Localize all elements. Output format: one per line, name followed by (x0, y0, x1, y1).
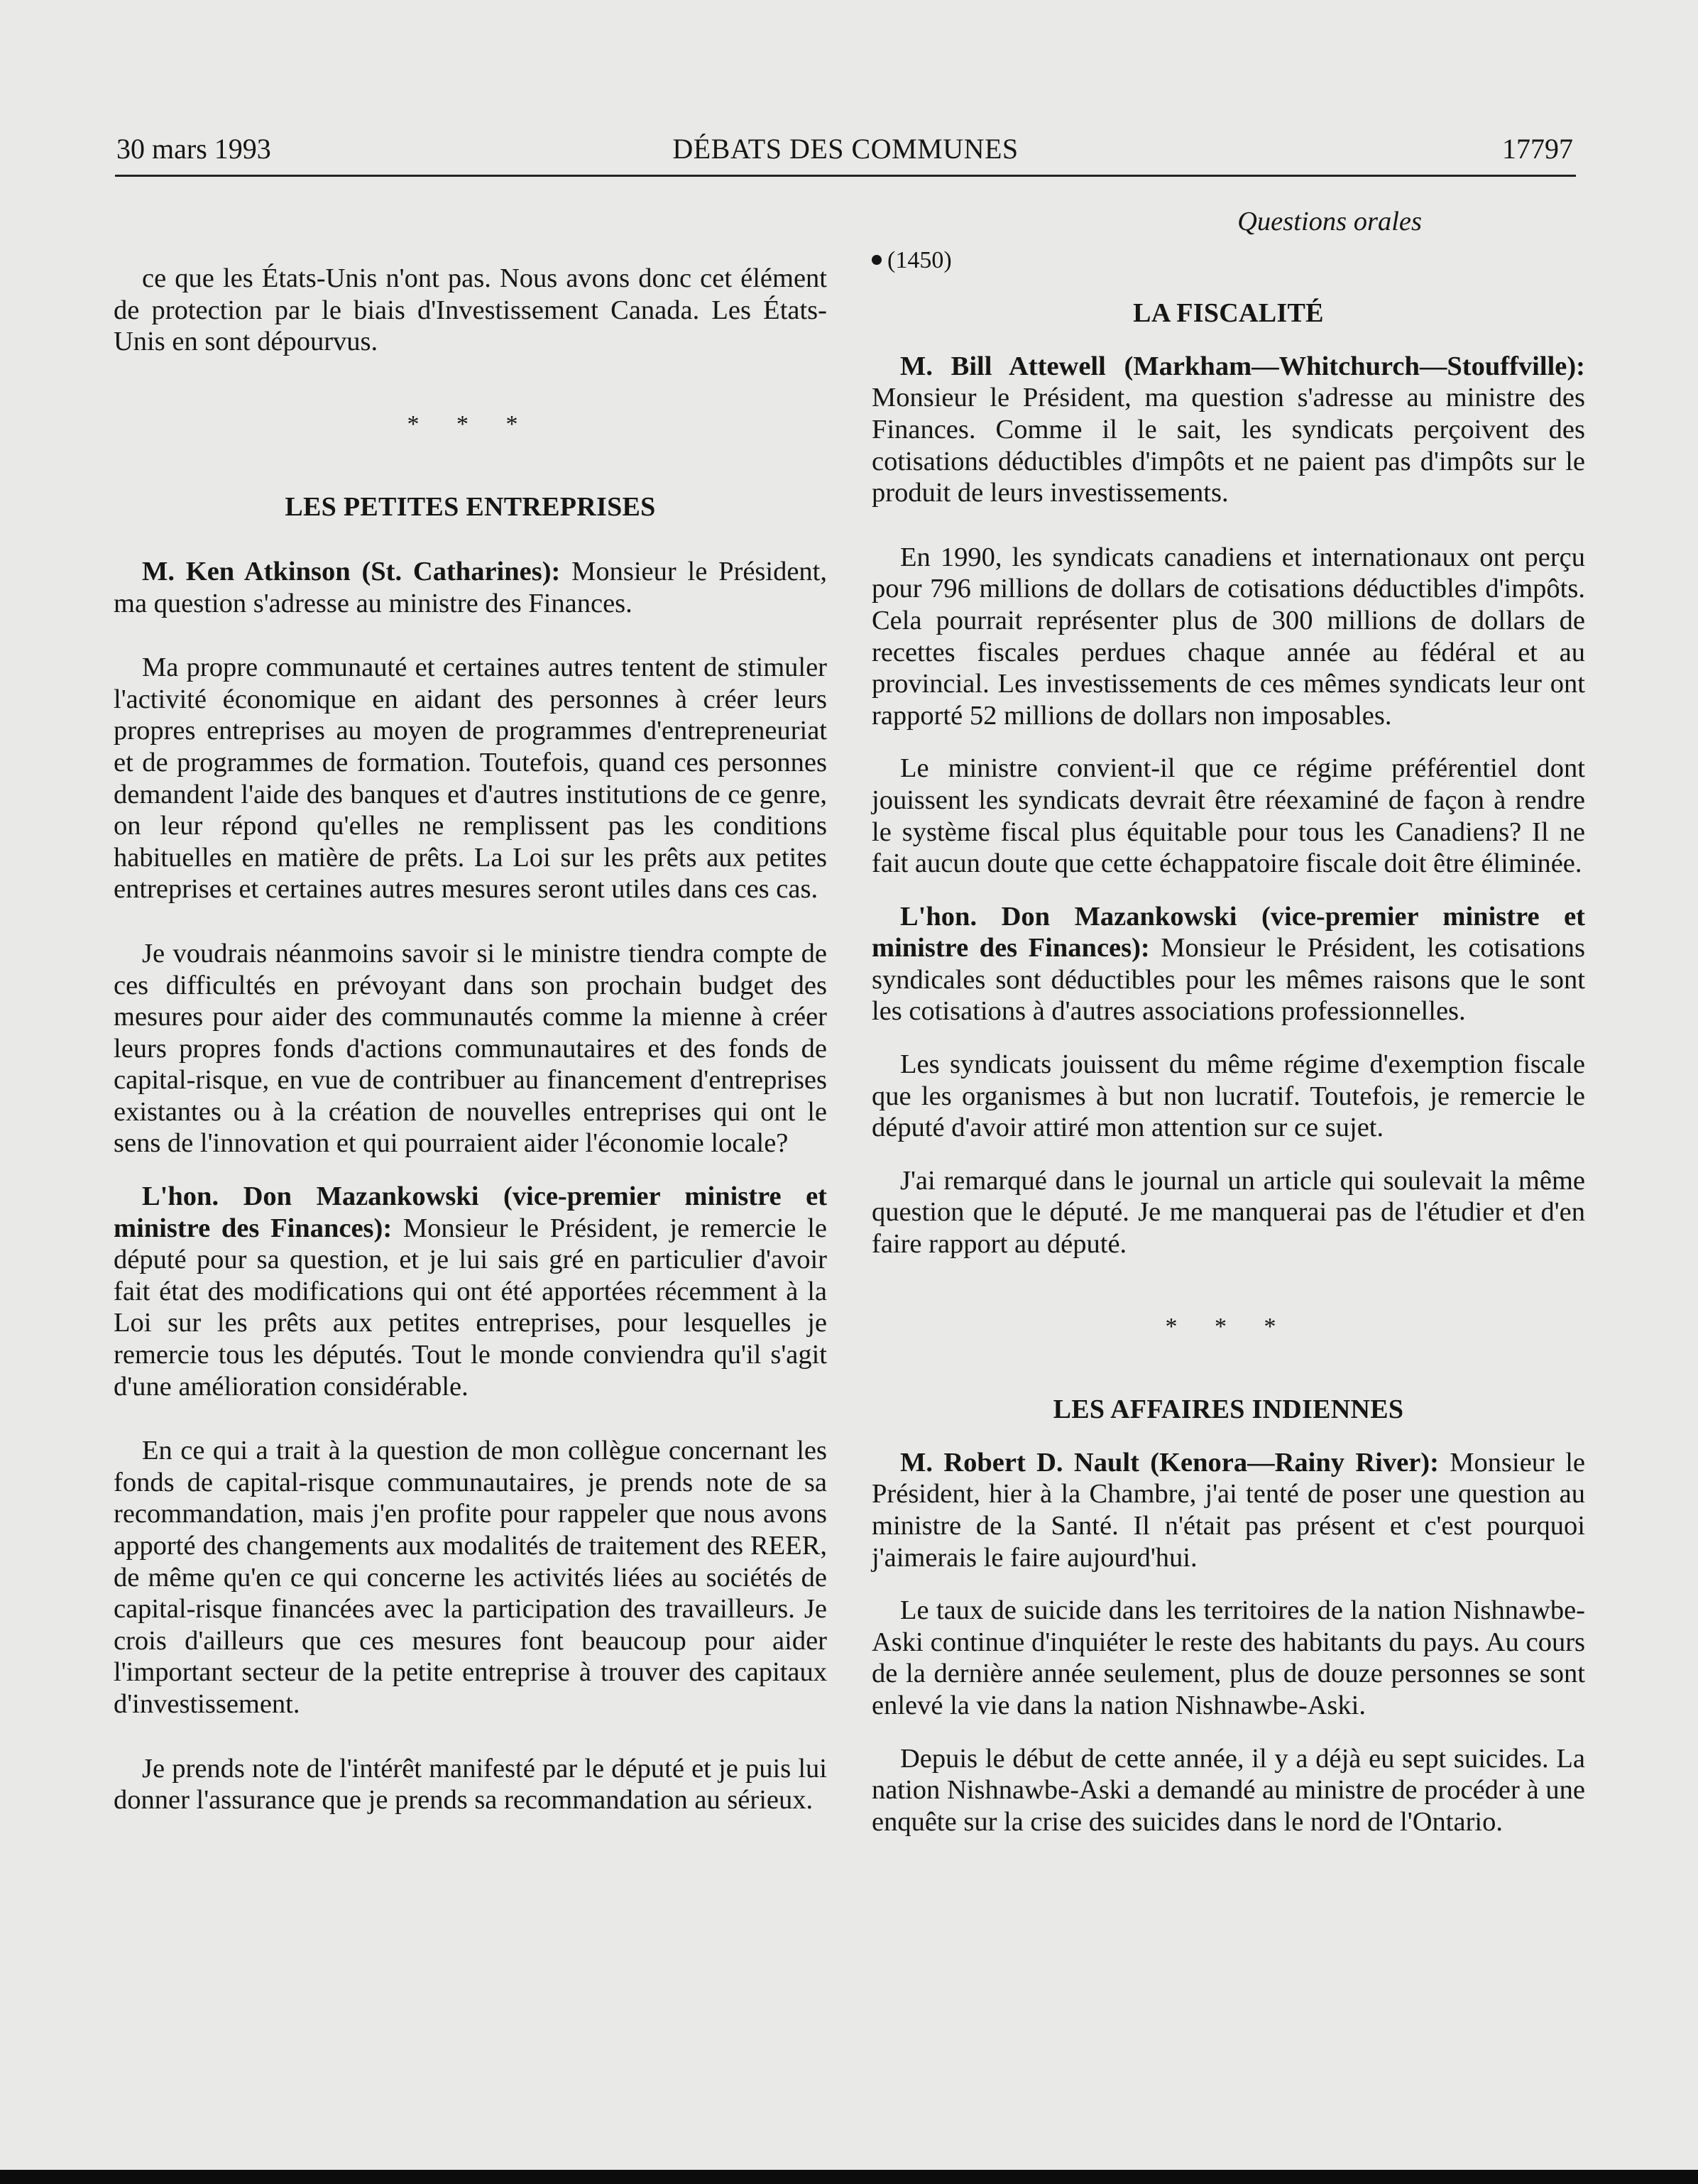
speech-paragraph (114, 556, 827, 619)
speech-paragraph (872, 1447, 1585, 1573)
section-separator: * * * (407, 410, 534, 437)
speaker-name: M. Ken Atkinson (St. Catharines): (142, 556, 561, 586)
paragraph: Ma propre communauté et certaines autres tentent de stimuler l'activité économique en aidant des personnes à créer leurs propres entreprises au moyen de programmes d'entrepreneuriat et de programmes de formation. Toutefois, quand ces personnes demandent l'aide des banques et d'autres institutions de ce genre, on leur répond qu'elles ne remplissent pas les conditions habituelles en matière de prêts. La Loi sur les prêts aux petites entreprises et certaines autres mesures seront utiles dans ces cas. (114, 653, 827, 905)
left-column (114, 206, 827, 1816)
speaker-name: L'hon. Don Mazankowski (vice-premier ministre et ministre des Finances): (872, 901, 1585, 963)
section-heading: LES AFFAIRES INDIENNES (1053, 1394, 1404, 1425)
section-separator: * * * (1165, 1313, 1292, 1340)
speaker-name: M. Robert D. Nault (Kenora—Rainy River): (900, 1447, 1439, 1478)
paragraph: Le ministre convient-il que ce régime préférentiel dont jouissent les syndicats devrait être réexaminé de façon à rendre le système fiscal plus équitable pour tous les Canadiens? Il ne fait aucun doute que cette échappatoire fiscale doit être éliminée. (872, 753, 1585, 879)
speech-paragraph (114, 1181, 827, 1402)
speech-text: Monsieur le Président, ma question s'adresse au ministre des Finances. (114, 556, 827, 618)
paragraph: Depuis le début de cette année, il y a déjà eu sept suicides. La nation Nishnawbe-Aski a demandé au ministre de procéder à une enquête sur la crise des suicides dans le nord de l'Ontario. (872, 1743, 1585, 1837)
header-date: 30 mars 1993 (116, 133, 271, 165)
running-header (115, 125, 1576, 177)
section-heading: LES PETITES ENTREPRISES (285, 492, 656, 523)
right-column (872, 206, 1585, 1838)
bullet-icon (872, 255, 882, 265)
paragraph: Je voudrais néanmoins savoir si le ministre tiendra compte de ces difficultés en prévoyant dans son prochain budget des mesures pour aider des communautés comme la mienne à créer leurs propres fonds d'actions communautaires et des fonds de capital-risque, en vue de contribuer au financement d'entreprises existantes ou à la création de nouvelles entreprises qui ont le sens de l'innovation et qui pourraient aider l'économie locale? (114, 938, 827, 1159)
speech-text: Monsieur le Président, je remercie le député pour sa question, et je lui sais gré en particulier d'avoir fait état des modifications qui ont été apportées récemment à la Loi sur les prêts aux petites entreprises, pour lesquelles je remercie tous les députés. Tout le monde conviendra qu'il s'agit d'une amélioration considérable. (114, 1213, 827, 1402)
speech-text: Monsieur le Président, hier à la Chambre, j'ai tenté de poser une question au ministre de la Santé. Il n'était pas présent et c'est pourquoi j'aimerais le faire aujourd'hui. (872, 1447, 1585, 1573)
section-label: Questions orales (1237, 207, 1422, 236)
paragraph: En ce qui a trait à la question de mon collègue concernant les fonds de capital-risque communautaires, je prends note de sa recommandation, mais j'en profite pour rappeler que nous avons apporté des changements aux modalités de traitement des REER, de même qu'en ce qui concerne les activités liées au sociétés de capital-risque financées avec la participation des travailleurs. Je crois d'ailleurs que ces mesures font beaucoup pour aider l'important secteur de la petite entreprise à trouver des capitaux d'investissement. (114, 1436, 827, 1719)
speaker-name: L'hon. Don Mazankowski (vice-premier ministre et ministre des Finances): (114, 1181, 827, 1243)
section-heading: LA FISCALITÉ (1133, 298, 1324, 329)
speech-paragraph (872, 351, 1585, 509)
paragraph: Les syndicats jouissent du même régime d'exemption fiscale que les organismes à but non lucratif. Toutefois, je remercie le député d'avoir attiré mon attention sur ce sujet. (872, 1049, 1585, 1143)
paragraph: J'ai remarqué dans le journal un article qui soulevait la même question que le député. Je me manquerai pas de l'étudier et d'en faire rapport au député. (872, 1165, 1585, 1260)
time-marker-text: (1450) (887, 246, 952, 273)
header-title: DÉBATS DES COMMUNES (672, 133, 1019, 165)
paragraph: ce que les États-Unis n'ont pas. Nous avons donc cet élément de protection par le biais d'Investissement Canada. Les États-Unis en sont dépourvus. (114, 263, 827, 357)
speech-paragraph (872, 901, 1585, 1027)
paragraph: Le taux de suicide dans les territoires de la nation Nishnawbe-Aski continue d'inquiéter le reste des habitants du pays. Au cours de la dernière année seulement, plus de douze personnes se sont enlevé la vie dans la nation Nishnawbe-Aski. (872, 1595, 1585, 1720)
paragraph: En 1990, les syndicats canadiens et internationaux ont perçu pour 796 millions de dollars de cotisations déductibles d'impôts. Cela pourrait représenter plus de 300 millions de dollars de recettes fiscales perdues chaque année au fédéral et au provincial. Les investissements de ces mêmes syndicats leur ont rapporté 52 millions de dollars non imposables. (872, 542, 1585, 731)
speaker-name: M. Bill Attewell (Markham—Whitchurch—Stouffville): (900, 351, 1585, 381)
header-page-number: 17797 (1502, 133, 1573, 165)
paragraph: Je prends note de l'intérêt manifesté par le député et je puis lui donner l'assurance que je prends sa recommandation au sérieux. (114, 1753, 827, 1816)
scan-edge (0, 2170, 1698, 2184)
time-marker (872, 245, 1585, 277)
speech-text: Monsieur le Président, les cotisations syndicales sont déductibles pour les mêmes raisons que le sont les cotisations à d'autres associations professionnelles. (872, 933, 1585, 1027)
speech-text: Monsieur le Président, ma question s'adresse au ministre des Finances. Comme il le sait, les syndicats perçoivent des cotisations déductibles d'impôts et ne paient pas d'impôts sur le produit de leurs investissements. (872, 383, 1585, 508)
